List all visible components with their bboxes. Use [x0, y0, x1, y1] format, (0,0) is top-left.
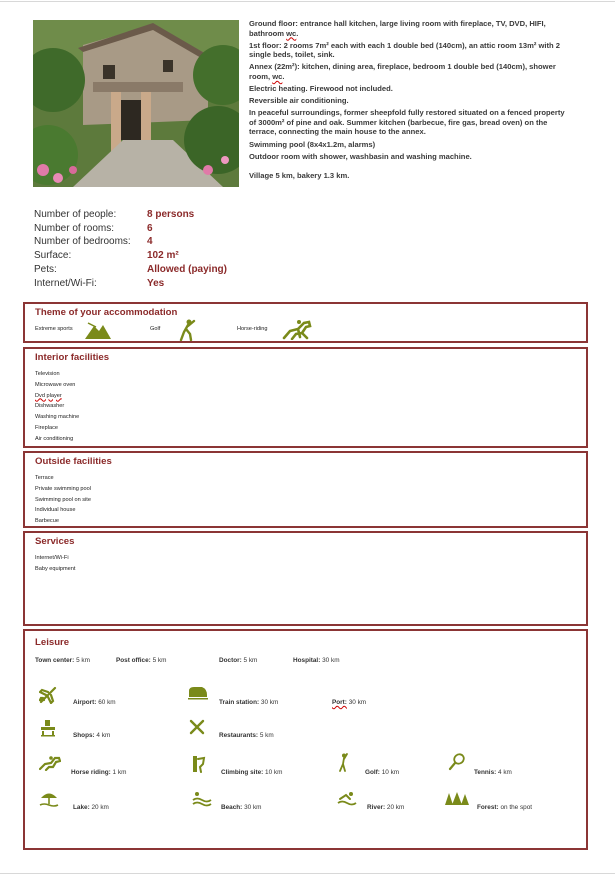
desc-village: Village 5 km, bakery 1.3 km.: [249, 171, 350, 181]
desc-pool: Swimming pool (8x4x1.2m, alarms): [249, 139, 376, 149]
leisure-restaurants: Restaurants: 5 km: [219, 732, 274, 739]
golfer-icon: [177, 319, 197, 346]
fact-value: 8 persons: [147, 209, 195, 220]
waves-icon: [192, 791, 212, 812]
list-item: Microwave oven: [35, 381, 76, 388]
theme-item-horse-riding: Horse-riding: [237, 326, 268, 332]
list-item: Private swimming pool: [35, 485, 91, 492]
interior-title: Interior facilities: [35, 352, 110, 363]
desc-annex: Annex (22m²): kitchen, dining area, fireplace, bedroom 1 double bed (140cm), shower room, wc.: [249, 62, 556, 81]
leisure-tennis: Tennis: 4 km: [474, 769, 512, 776]
interior-facilities-section: [23, 347, 588, 448]
train-icon: [188, 686, 208, 705]
leisure-forest: Forest: on the spot: [477, 804, 533, 811]
leisure-lake: Lake: 20 km: [73, 804, 109, 811]
theme-title: Theme of your accommodation: [35, 307, 178, 318]
swimmer-icon: [337, 791, 357, 812]
leisure-horse-riding: Horse riding: 1 km: [71, 769, 127, 776]
property-photo: [33, 20, 239, 187]
list-item: Individual house: [35, 507, 76, 514]
outside-facilities-section: [23, 451, 588, 528]
fact-label: Internet/Wi-Fi:: [34, 277, 97, 289]
desc-first-floor: 1st floor: 2 rooms 7m² each with each 1 double bed (140cm), an attic room 13m² with 2 single beds, toilet, sink.: [249, 40, 560, 60]
leisure-shops: Shops: 4 km: [73, 732, 111, 739]
property-description: [249, 19, 565, 183]
fact-row: [34, 222, 227, 236]
list-item: Terrace: [35, 475, 54, 481]
leisure-beach: Beach: 30 km: [221, 804, 262, 811]
leisure-golf: Golf: 10 km: [365, 769, 400, 776]
fact-label: Number of rooms:: [34, 222, 115, 234]
leisure-port: Port: 30 km: [332, 699, 367, 706]
fact-label: Pets:: [34, 263, 57, 275]
list-item: Fireplace: [35, 424, 59, 431]
fact-row: [34, 249, 227, 263]
horse-icon: [282, 318, 312, 345]
umbrella-icon: [39, 791, 59, 812]
theme-section: [23, 302, 588, 343]
shop-icon: [39, 719, 57, 742]
bottom-divider: [0, 873, 615, 874]
leisure-hospital: Hospital: 30 km: [293, 657, 340, 664]
services-section: [23, 531, 588, 626]
tennis-racket-icon: [448, 753, 466, 776]
fact-value: Yes: [147, 277, 165, 289]
leisure-airport: Airport: 60 km: [73, 699, 116, 706]
leisure-post-office: Post office: 5 km: [116, 657, 167, 664]
leisure-doctor: Doctor: 5 km: [219, 657, 258, 664]
horse-rider-icon: [39, 755, 61, 776]
list-item: Dishwasher: [35, 403, 65, 410]
property-facts: [34, 208, 227, 290]
fact-label: Number of bedrooms:: [34, 236, 131, 248]
fact-row: [34, 208, 227, 222]
cutlery-icon: [189, 719, 205, 740]
desc-heating: Electric heating. Firewood not included.: [249, 84, 393, 94]
fact-row: [34, 277, 227, 291]
desc-outdoor: Outdoor room with shower, washbasin and washing machine.: [249, 151, 472, 161]
desc-surroundings: In peaceful surroundings, former sheepfold fully restored situated on a fenced property of 3000m² of pine and oak. Summer kitchen (barbecue, fire gas, bread oven) on the terrace, connecting the main house to the annex.: [249, 108, 565, 137]
list-item: Air conditioning: [35, 435, 74, 442]
fact-value: Allowed (paying): [147, 263, 227, 275]
services-list: [35, 553, 75, 575]
list-item: Dvd player: [35, 392, 62, 399]
trees-icon: [445, 791, 469, 812]
top-divider: [0, 1, 615, 2]
list-item: Barbecue: [35, 518, 59, 525]
fact-row: [34, 235, 227, 249]
outside-list: [35, 473, 91, 527]
leisure-train-station: Train station: 30 km: [219, 699, 279, 706]
list-item: Television: [35, 371, 60, 377]
list-item: Baby equipment: [35, 565, 76, 572]
leisure-title: Leisure: [35, 637, 70, 648]
fact-label: Number of people:: [34, 209, 117, 220]
fact-value: 102 m²: [147, 250, 179, 262]
fact-value: 6: [147, 222, 153, 234]
desc-aircon: Reversible air conditioning.: [249, 96, 349, 106]
fact-row: [34, 263, 227, 277]
list-item: Swimming pool on site: [35, 496, 91, 503]
theme-item-extreme-sports: Extreme sports: [35, 326, 73, 332]
leisure-town-center: Town center: 5 km: [35, 657, 90, 664]
leisure-section: [23, 629, 588, 850]
services-title: Services: [35, 536, 75, 547]
fact-label: Surface:: [34, 250, 72, 262]
leisure-river: River: 20 km: [367, 804, 405, 811]
outside-title: Outside facilities: [35, 456, 112, 467]
leisure-climbing-site: Climbing site: 10 km: [221, 769, 283, 776]
list-item: Washing machine: [35, 414, 80, 421]
desc-ground-floor: Ground floor: entrance hall kitchen, large living room with fireplace, TV, DVD, HIFI, bathroom wc.: [249, 19, 546, 38]
interior-list: [35, 369, 79, 445]
airplane-icon: [39, 686, 57, 709]
theme-item-golf: Golf: [150, 326, 161, 332]
mountain-icon: [85, 321, 111, 344]
list-item: Internet/Wi-Fi: [35, 555, 69, 561]
golfer-icon: [337, 753, 349, 778]
fact-value: 4: [147, 236, 153, 248]
climbing-icon: [192, 755, 206, 778]
